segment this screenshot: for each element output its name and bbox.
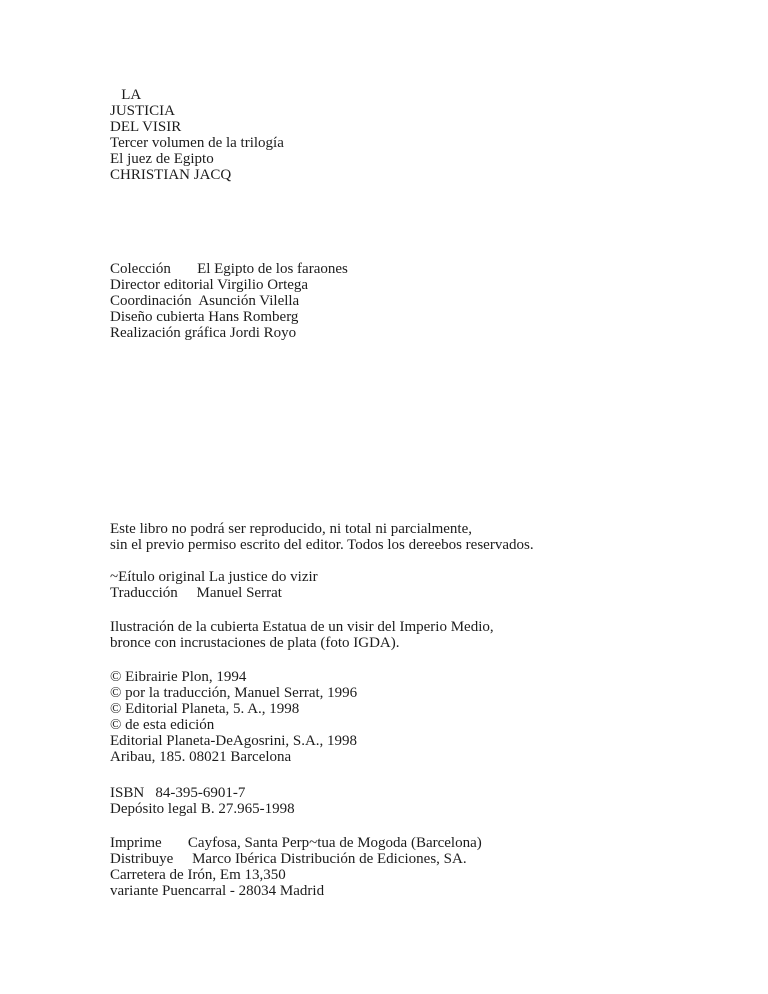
copyright-translation-line: © por la traducción, Manuel Serrat, 1996 — [110, 685, 358, 701]
subtitle-series: El juez de Egipto — [110, 151, 214, 167]
publisher-line: Editorial Planeta-DeAgosrini, S.A., 1998 — [110, 733, 358, 749]
rights-line-1: Este libro no podrá ser reproducido, ni total ni parcialmente, — [110, 521, 472, 537]
legal-deposit-line: Depósito legal B. 27.965-1998 — [110, 801, 295, 817]
printer-line: Imprime Cayfosa, Santa Perp~tua de Mogoda (Barcelona) — [110, 835, 482, 851]
publisher-address-line: Aribau, 185. 08021 Barcelona — [110, 749, 292, 765]
cover-illustration-line-1: Ilustración de la cubierta Estatua de un visir del Imperio Medio, — [110, 619, 494, 635]
title-line-del-visir: DEL VISIR — [110, 119, 182, 135]
original-title-line: ~Eítulo original La justice do vizir — [110, 569, 318, 585]
cover-illustration-block — [110, 619, 494, 651]
editorial-director-line: Director editorial Virgilio Ortega — [110, 277, 309, 293]
distributor-line: Distribuye Marco Ibérica Distribución de Ediciones, SA. — [110, 851, 467, 867]
rights-notice-block — [110, 521, 534, 553]
subtitle-trilogy: Tercer volumen de la trilogía — [110, 135, 284, 151]
copyright-plon-line: © Eibrairie Plon, 1994 — [110, 669, 247, 685]
title-line-justicia: JUSTICIA — [110, 103, 176, 119]
isbn-line: ISBN 84-395-6901-7 — [110, 785, 246, 801]
copyright-block — [110, 669, 357, 765]
credits-block — [110, 261, 348, 341]
rights-line-2: sin el previo permiso escrito del editor. Todos los dereebos reservados. — [110, 537, 534, 553]
title-block — [110, 87, 284, 183]
title-line-la: LA — [110, 87, 142, 103]
original-title-block — [110, 569, 318, 601]
distributor-address-line-1: Carretera de Irón, Em 13,350 — [110, 867, 286, 883]
distributor-address-line-2: variante Puencarral - 28034 Madrid — [110, 883, 325, 899]
copyright-planeta-line: © Editorial Planeta, 5. A., 1998 — [110, 701, 300, 717]
printing-distribution-block — [110, 835, 482, 899]
collection-line: Colección El Egipto de los faraones — [110, 261, 348, 277]
coordination-line: Coordinación Asunción Vilella — [110, 293, 300, 309]
copyright-edition-line: © de esta edición — [110, 717, 215, 733]
cover-illustration-line-2: bronce con incrustaciones de plata (foto IGDA). — [110, 635, 400, 651]
graphic-production-line: Realización gráfica Jordi Royo — [110, 325, 297, 341]
isbn-block — [110, 785, 295, 817]
cover-design-line: Diseño cubierta Hans Romberg — [110, 309, 299, 325]
translation-line: Traducción Manuel Serrat — [110, 585, 282, 601]
author-name: CHRISTIAN JACQ — [110, 167, 232, 183]
